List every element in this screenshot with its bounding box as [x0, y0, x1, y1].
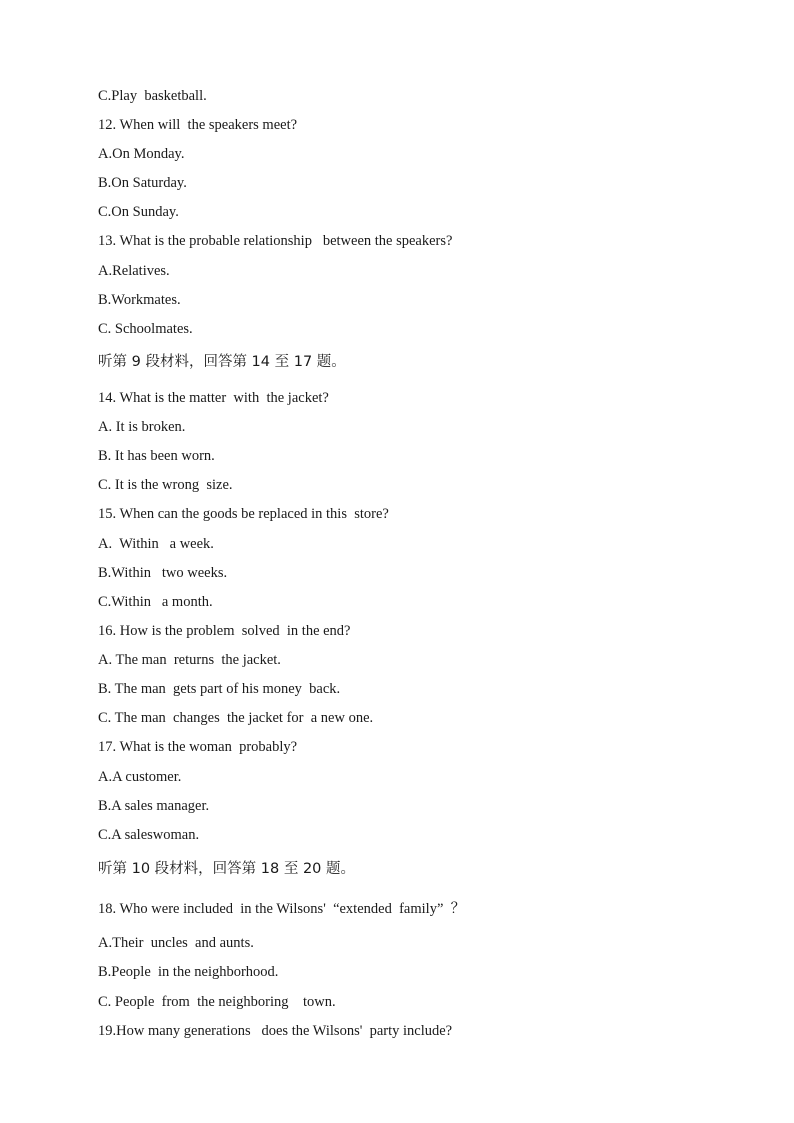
section-heading: 听第 10 段材料，回答第 18 至 20 题。 [98, 861, 356, 877]
option-line: C.On Sunday. [98, 204, 179, 220]
question-line: 12. When will the speakers meet? [98, 117, 298, 133]
option-line: A.Their uncles and aunts. [98, 935, 254, 951]
option-line: B. The man gets part of his money back. [98, 681, 341, 697]
question-line: 17. What is the woman probably? [98, 739, 298, 755]
option-line: B.A sales manager. [98, 798, 210, 814]
option-line: C.Within a month. [98, 594, 213, 610]
option-line: C. Schoolmates. [98, 321, 193, 337]
question-line: 14. What is the matter with the jacket? [98, 390, 329, 406]
option-line: A. It is broken. [98, 419, 186, 435]
option-line: B.Within two weeks. [98, 565, 228, 581]
option-line: C. It is the wrong size. [98, 477, 233, 493]
option-line: A. The man returns the jacket. [98, 652, 281, 668]
option-line: B.People in the neighborhood. [98, 964, 279, 980]
option-line: A.A customer. [98, 769, 182, 785]
option-line: B.Workmates. [98, 292, 181, 308]
option-line: B.On Saturday. [98, 175, 187, 191]
option-line: C. People from the neighboring town. [98, 994, 336, 1010]
question-line: 19.How many generations does the Wilsons' party include? [98, 1023, 453, 1039]
option-line: A. Within a week. [98, 536, 214, 552]
option-line: C.Play basketball. [98, 88, 207, 104]
section-heading: 听第 9 段材料，回答第 14 至 17 题。 [98, 354, 346, 370]
question-line: 15. When can the goods be replaced in this store? [98, 506, 389, 522]
option-line: C.A saleswoman. [98, 827, 200, 843]
question-line: 13. What is the probable relationship between the speakers? [98, 233, 453, 249]
option-line: A.On Monday. [98, 146, 185, 162]
question-line: 18. Who were included in the Wilsons' “extended family” ？ [98, 901, 466, 917]
option-line: A.Relatives. [98, 263, 170, 279]
option-line: C. The man changes the jacket for a new one. [98, 710, 374, 726]
option-line: B. It has been worn. [98, 448, 215, 464]
question-line: 16. How is the problem solved in the end? [98, 623, 351, 639]
